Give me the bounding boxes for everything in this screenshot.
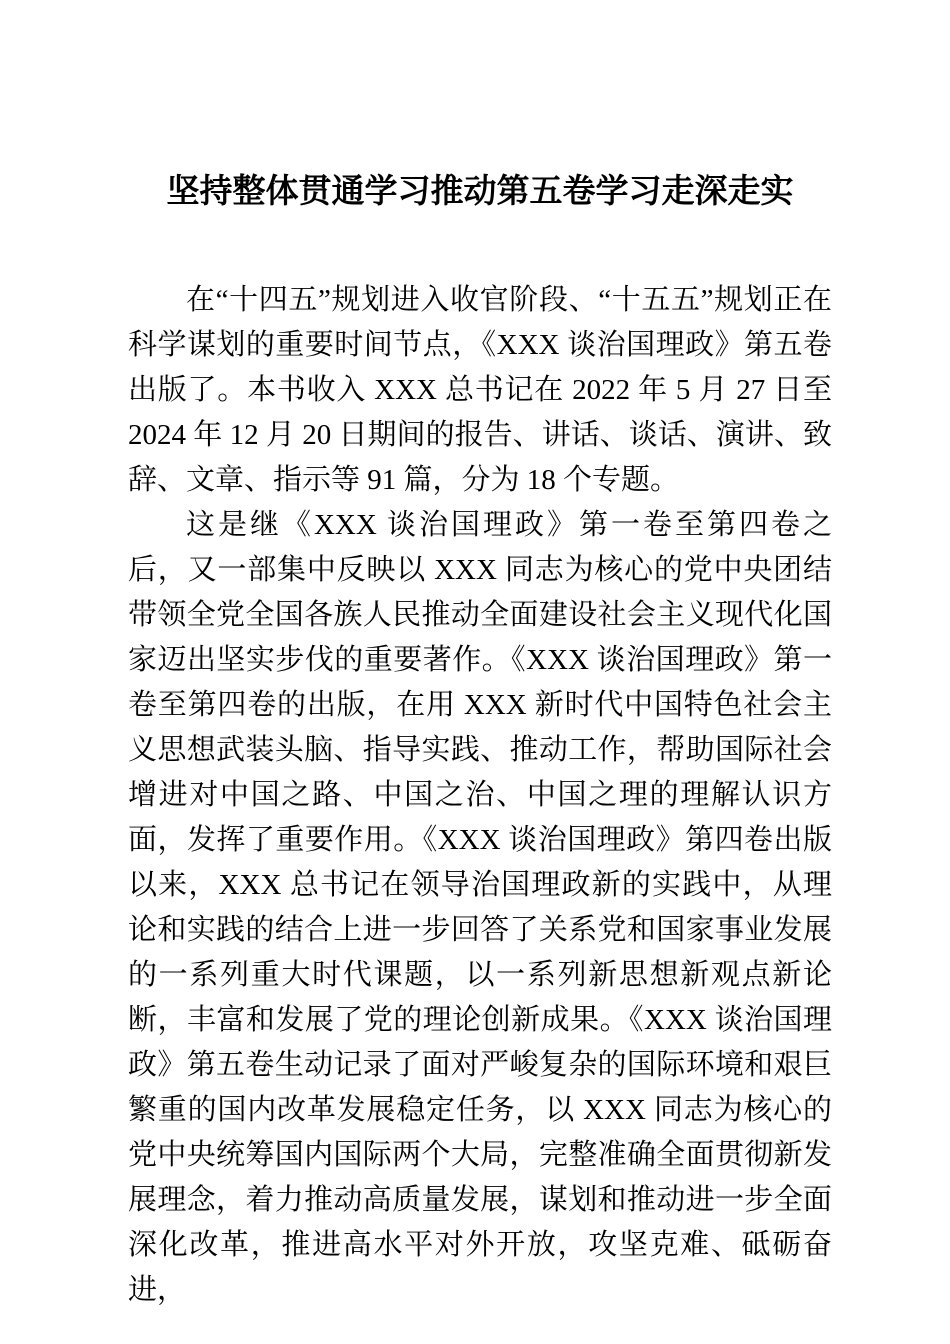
paragraph-2: 这是继《XXX 谈治国理政》第一卷至第四卷之后，又一部集中反映以 XXX 同志为核心的党中央团结带领全党全国各族人民推动全面建设社会主义现代化国家迈出坚实步伐的重要著作。《XXX 谈治国理政》第一卷至第四卷的出版，在用 XXX 新时代中国特色社会主义思想武装头脑、指导实践、推动工作，帮助国际社会增进对中国之路、中国之治、中国之理的理解认识方面，发挥了重要作用。《XXX 谈治国理政》第四卷出版以来，XXX 总书记在领导治国理政新的实践中，从理论和实践的结合上进一步回答了关系党和国家事业发展的一系列重大时代课题，以一系列新思想新观点新论断，丰富和发展了党的理论创新成果。《XXX 谈治国理政》第五卷生动记录了面对严峻复杂的国际环境和艰巨繁重的国内改革发展稳定任务，以 XXX 同志为核心的党中央统筹国内国际两个大局，完整准确全面贯彻新发展理念，着力推动高质量发展，谋划和推动进一步全面深化改革，推进高水平对外开放，攻坚克难、砥砺奋进， bbox=[128, 509, 832, 1306]
paragraph-1: 在“十四五”规划进入收官阶段、“十五五”规划正在科学谋划的重要时间节点，《XXX 谈治国理政》第五卷出版了。本书收入 XXX 总书记在 2022 年 5 月 27 日至 2024 年 12 月 20 日期间的报告、讲话、谈话、演讲、致辞、文章、指示等 91 篇，分为 18 个专题。 bbox=[128, 284, 832, 496]
document-title: 坚持整体贯通学习推动第五卷学习走深走实 bbox=[166, 171, 794, 210]
